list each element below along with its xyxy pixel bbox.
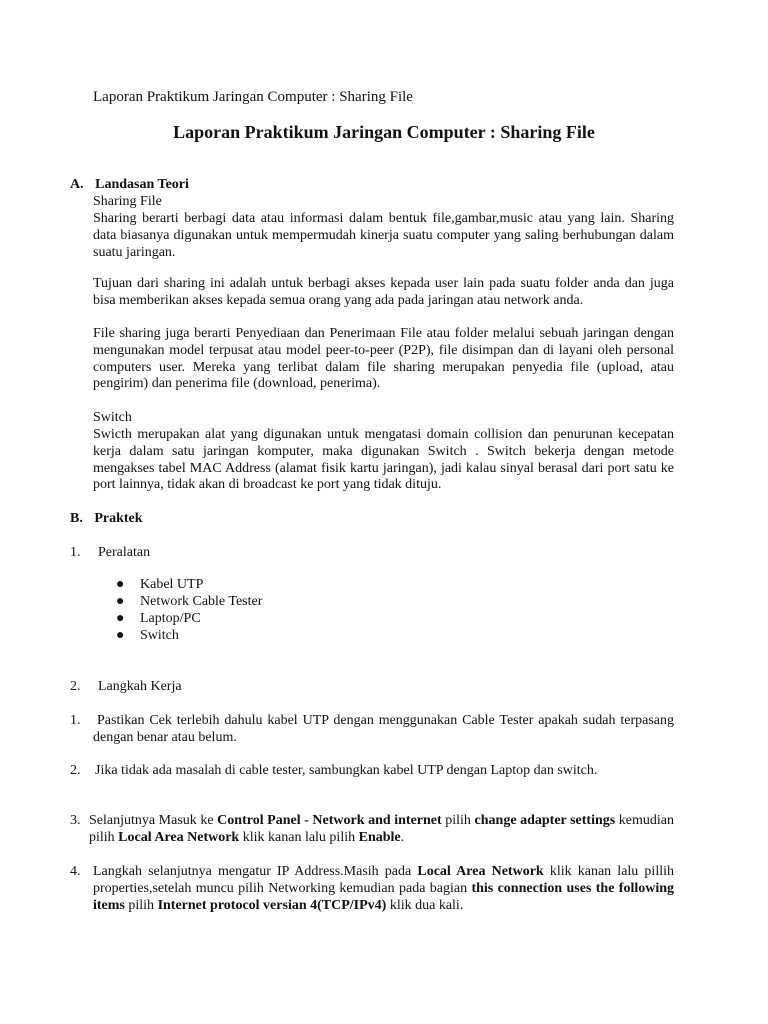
section-a-label: A.: [70, 177, 84, 192]
paragraph-file-sharing: File sharing juga berarti Penyediaan dan Penerimaan File atau folder melalui sebuah jaringan dengan mengunakan model terpusat atau model peer-to-peer (P2P), file disimpan dan di layani oleh personal computers user. Mereka yang terlibat dalam file sharing merupakan penyedia file (upload, atau pengirim) dan penerima file (download, penerima).: [93, 326, 674, 392]
list-item: [116, 594, 262, 611]
step-4: [70, 864, 674, 914]
step-3: [70, 813, 674, 847]
langkah-kerja-heading: [70, 679, 182, 696]
bullet-icon: ●: [116, 577, 125, 592]
paragraph-switch: Swicth merupakan alat yang digunakan untuk mengatasi domain collision dan penurunan kecepatan kerja dalam satu jaringan komputer, maka digunakan Switch . Switch bekerja dengan metode mengakses tabel MAC Address (alamat fisik kartu jaringan), jadi kalau sinyal berasal dari port satu ke port lainnya, tidak akan di broadcast ke port yang tidak dituju.: [93, 427, 674, 493]
page-header-text: Laporan Praktikum Jaringan Computer : Sharing File: [93, 89, 413, 105]
langkah-number: 2.: [70, 679, 81, 694]
bullet-icon: ●: [116, 628, 125, 643]
paragraph-sharing-purpose: Tujuan dari sharing ini adalah untuk berbagi akses kepada user lain pada suatu folder anda dan juga bisa memberikan akses kepada semua orang yang ada pada jaringan atau network anda.: [93, 276, 674, 308]
step-1-text: Pastikan Cek terlebih dahulu kabel UTP dengan menggunakan Cable Tester apakah sudah terpasang dengan benar atau belum.: [93, 713, 674, 745]
langkah-label: Langkah Kerja: [98, 679, 182, 694]
step-1-number: 1.: [70, 713, 81, 728]
step-3-text: Selanjutnya Masuk ke Control Panel - Network and internet pilih change adapter settings kemudian pilih Local Area Network klik kanan lalu pilih Enable.: [89, 813, 675, 845]
step-4-number: 4.: [70, 864, 81, 879]
step-1: [70, 713, 674, 747]
tool-item-label: Network Cable Tester: [140, 594, 263, 609]
section-a-title: Landasan Teori: [95, 177, 189, 192]
bullet-icon: ●: [116, 594, 125, 609]
section-b-label: B.: [70, 511, 83, 526]
list-item: [116, 577, 262, 594]
section-a-heading: [70, 177, 189, 194]
step-2: [70, 763, 674, 780]
list-item: [116, 611, 262, 628]
step-3-number: 3.: [70, 813, 81, 828]
connection-items-text: this connection uses the following items: [93, 880, 675, 913]
sharing-file-subtitle: Sharing File: [93, 194, 162, 209]
switch-subtitle: Switch: [93, 410, 132, 425]
control-panel-path: Control Panel - Network and internet: [217, 813, 442, 828]
document-title: Laporan Praktikum Jaringan Computer : Sharing File: [173, 122, 595, 142]
peralatan-heading: [70, 545, 150, 562]
peralatan-number: 1.: [70, 545, 81, 560]
bullet-icon: ●: [116, 611, 125, 626]
enable-text: Enable: [358, 829, 401, 845]
tool-item-label: Kabel UTP: [140, 577, 204, 592]
section-b-heading: [70, 511, 143, 528]
list-item: [116, 628, 262, 645]
local-area-network-text: Local Area Network: [417, 864, 544, 879]
local-area-network-text: Local Area Network: [118, 829, 240, 845]
change-adapter-settings-text: change adapter settings: [474, 813, 616, 828]
step-4-text: Langkah selanjutnya mengatur IP Address.Masih pada Local Area Network klik kanan lalu pillih properties,setelah muncu pilih Networking kemudian pada bagian this connection uses the following items pilih Internet protocol versian 4(TCP/IPv4) klik dua kali.: [93, 864, 675, 913]
step-2-number: 2.: [70, 763, 81, 778]
paragraph-sharing-definition: Sharing berarti berbagi data atau informasi dalam bentuk file,gambar,music atau yang lain. Sharing data biasanya digunakan untuk mempermudah kinerja suatu computer yang saling berhubungan dalam suatu jaringan.: [93, 211, 674, 260]
step-2-text: Jika tidak ada masalah di cable tester, sambungkan kabel UTP dengan Laptop dan switch.: [95, 763, 598, 778]
peralatan-label: Peralatan: [98, 545, 151, 560]
tool-item-label: Switch: [140, 628, 179, 643]
section-b-title: Praktek: [94, 511, 143, 526]
tools-list: [116, 577, 262, 645]
ipv4-text: Internet protocol versian 4(TCP/IPv4): [157, 897, 387, 913]
tool-item-label: Laptop/PC: [140, 611, 201, 626]
